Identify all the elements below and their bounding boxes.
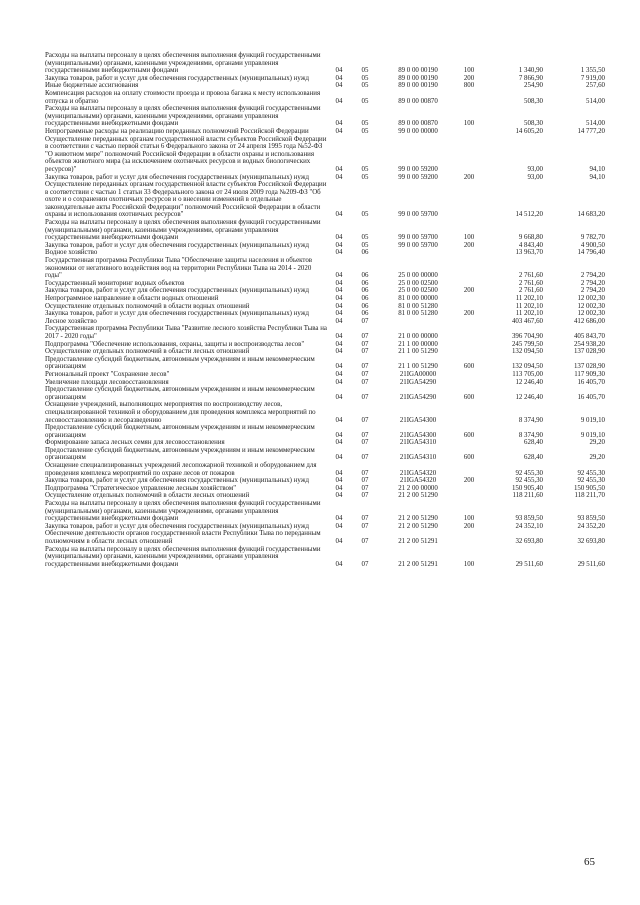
table-row [45,303,605,311]
amount-year-1: 396 704,90 [511,332,543,340]
table-row [45,136,605,174]
row-name: Оснащение специализированных учреждений лесопожарной техникой и оборудованием для проведения комплекса мероприятий по охране лесов от пожаров [45,462,317,477]
amount-year-2: 12 002,30 [577,310,605,318]
amount-year-1: 32 693,80 [515,538,543,545]
amount-year-2: 4 900,50 [580,241,605,249]
subsection-code: 07 [361,340,369,348]
target-article-code: 89 0 00 00190 [398,82,438,90]
subsection-code: 05 [361,165,369,173]
table-row [45,424,605,439]
section-code: 04 [335,74,343,82]
subsection-code: 07 [361,393,369,401]
section-code: 04 [335,348,343,356]
amount-year-1: 113 705,00 [512,370,543,378]
subsection-code: 07 [361,332,369,340]
subsection-code: 06 [361,279,369,287]
amount-year-1: 150 905,40 [511,484,543,492]
target-article-code: 99 0 00 59700 [398,211,438,219]
subsection-code: 07 [361,454,369,462]
amount-year-2: 257,60 [586,82,605,90]
row-name: Иные бюджетные ассигнования [45,82,139,90]
amount-year-2: 14 683,20 [577,211,605,219]
row-name: Закупка товаров, работ и услуг для обеспечения государственных (муниципальных) нужд [45,287,309,295]
amount-year-1: 14 512,20 [515,211,543,219]
subsection-code: 07 [361,492,369,500]
table-row [45,75,605,83]
amount-year-2: 32 693,80 [577,538,605,545]
amount-year-2: 118 211,70 [574,492,605,500]
row-name: Закупка товаров, работ и услуг для обеспечения государственных (муниципальных) нужд [45,241,309,249]
table-row [45,462,605,477]
table-row [45,90,605,105]
section-code: 04 [335,393,343,401]
row-name: Закупка товаров, работ и услуг для обеспечения государственных (муниципальных) нужд [45,522,309,530]
table-row [45,128,605,136]
row-name: Расходы на выплаты персоналу в целях обеспечения выполнения функций государственными (муниципальными) органами, казенными учреждениями, органами управления государственными внебюджетными фондами [45,105,321,128]
target-article-code: 21 1 00 00000 [398,340,438,348]
amount-year-1: 2 761,60 [518,287,543,295]
target-article-code: 21 2 00 51291 [398,538,438,545]
section-code: 04 [335,370,343,378]
section-code: 04 [335,317,343,325]
target-article-code: 89 0 00 00870 [398,97,438,105]
row-name: Государственный мониторинг водных объектов [45,279,185,287]
amount-year-1: 8 374,90 [518,431,543,439]
table-row [45,242,605,250]
target-article-code: 21 2 00 00000 [398,484,438,492]
amount-year-1: 1 340,90 [518,67,543,75]
amount-year-1: 132 094,50 [511,363,543,371]
amount-year-2: 29,20 [589,439,605,447]
amount-year-2: 14 796,40 [577,249,605,257]
amount-year-2: 9 019,10 [580,416,605,424]
amount-year-1: 92 455,30 [515,469,543,477]
section-code: 04 [335,515,343,523]
expense-type-code: 200 [463,522,475,530]
subsection-code: 07 [361,515,369,523]
amount-year-1: 628,40 [524,439,543,447]
amount-year-2: 94,10 [589,165,605,173]
amount-year-2: 2 794,20 [580,279,605,287]
table-row [45,371,605,379]
target-article-code: 21IGA54290 [399,378,437,386]
section-code: 04 [335,173,343,181]
subsection-code: 07 [361,363,369,371]
subsection-code: 05 [361,120,369,128]
amount-year-2: 514,00 [586,97,605,105]
row-name: Осуществление переданных органам государственной власти субъектов Российской Федерации в соответствии с частью 1 статьи 33 Федерального закона от 24 июля 2009 года №209-ФЗ "Об охоте и о сохранении охотничьих ресурсов и о внесении изменений в отдельные законодательные акты Российской Федерации" полномочий Российской Федерации в области охраны и использования охотничьих ресурсов" [45,181,327,219]
section-code: 04 [335,560,343,568]
subsection-code: 06 [361,295,369,302]
row-name: Закупка товаров, работ и услуг для обеспечения государственных (муниципальных) нужд [45,310,309,318]
table-row [45,500,605,523]
row-name: Водное хозяйство [45,249,98,257]
target-article-code: 81 0 00 51280 [398,302,438,310]
amount-year-1: 508,30 [524,120,543,128]
amount-year-1: 7 866,90 [518,74,543,82]
table-row [45,52,605,75]
amount-year-2: 9 782,70 [580,234,605,242]
target-article-code: 81 0 00 00000 [398,295,438,302]
amount-year-1: 12 246,40 [515,393,543,401]
amount-year-2: 405 843,70 [573,332,605,340]
section-code: 04 [335,295,343,302]
table-row [45,356,605,371]
amount-year-2: 2 794,20 [580,287,605,295]
section-code: 04 [335,469,343,477]
row-name: Расходы на выплаты персоналу в целях обеспечения выполнения функций государственными (муниципальными) органами, казенными учреждениями, органами управления государственными внебюджетными фондами [45,219,321,242]
expense-type-code: 200 [463,477,475,485]
target-article-code: 21 2 00 51290 [398,522,438,530]
row-name: Предоставление субсидий бюджетным, автономным учреждениям и иным некоммерческим организациям [45,446,315,462]
amount-year-1: 9 668,80 [518,234,543,242]
row-name: Предоставление субсидий бюджетным, автономным учреждениям и иным некоммерческим организациям [45,386,315,401]
subsection-code: 06 [361,302,369,310]
amount-year-2: 137 028,90 [573,363,605,371]
table-row [45,280,605,288]
expense-type-code: 200 [463,74,475,82]
table-row [45,530,605,545]
section-code: 04 [335,416,343,424]
amount-year-2: 12 002,30 [577,302,605,310]
amount-year-1: 93,00 [527,165,543,173]
section-code: 04 [335,67,343,75]
section-code: 04 [335,522,343,530]
amount-year-2: 412 686,00 [573,317,605,325]
table-row [45,341,605,349]
target-article-code: 99 0 00 59200 [398,165,438,173]
section-code: 04 [335,234,343,242]
target-article-code: 21IGA54300 [399,416,437,424]
target-article-code: 25 0 00 02500 [398,279,438,287]
amount-year-1: 11 202,10 [515,310,543,318]
table-row [45,523,605,531]
amount-year-1: 24 352,10 [515,522,543,530]
row-name: Закупка товаров, работ и услуг для обеспечения государственных (муниципальных) нужд [45,74,309,82]
section-code: 04 [335,378,343,386]
subsection-code: 05 [361,82,369,90]
amount-year-1: 254,90 [524,82,543,90]
subsection-code: 05 [361,241,369,249]
table-row [45,485,605,493]
section-code: 04 [335,332,343,340]
table-row [45,181,605,219]
table-row [45,447,605,462]
amount-year-1: 2 761,60 [518,279,543,287]
target-article-code: 25 0 00 02500 [398,287,438,295]
target-article-code: 21 0 00 00000 [398,332,438,340]
row-name: Государственная программа Республики Тыва "Обеспечение защиты населения и объектов экономики от негативного воздействия вод на территории Республики Тыва на 2014 - 2020 годы" [45,257,313,280]
row-name: Непрограммные расходы на реализацию переданных полномочий Российской Федерации [45,127,309,135]
target-article-code: 21IGA54310 [399,439,437,447]
expense-type-code: 200 [463,310,475,318]
amount-year-2: 92 455,30 [577,469,605,477]
expense-type-code: 200 [463,241,475,249]
table-row [45,310,605,318]
section-code: 04 [335,340,343,348]
row-name: Закупка товаров, работ и услуг для обеспечения государственных (муниципальных) нужд [45,477,309,485]
expense-type-code: 100 [463,120,475,128]
section-code: 04 [335,492,343,500]
row-name: Расходы на выплаты персоналу в целях обеспечения выполнения функций государственными (муниципальными) органами, казенными учреждениями, органами управления государственными внебюджетными фондами [45,545,321,568]
section-code: 04 [335,302,343,310]
amount-year-2: 117 909,30 [574,370,605,378]
amount-year-1: 13 963,70 [515,249,543,257]
target-article-code: 99 0 00 59700 [398,241,438,249]
target-article-code: 99 0 00 00000 [398,127,438,135]
section-code: 04 [335,120,343,128]
amount-year-1: 132 094,50 [511,348,543,356]
amount-year-2: 254 938,20 [573,340,605,348]
subsection-code: 07 [361,477,369,485]
amount-year-2: 16 405,70 [577,393,605,401]
subsection-code: 07 [361,484,369,492]
amount-year-2: 12 002,30 [577,295,605,302]
table-row [45,546,605,569]
table-row [45,249,605,257]
row-name: Компенсация расходов на оплату стоимости проезда и провоза багажа к месту использования отпуска и обратно [45,89,321,105]
row-name: Предоставление субсидий бюджетным, автономным учреждениям и иным некоммерческим организациям [45,355,315,371]
target-article-code: 89 0 00 00190 [398,74,438,82]
table-row [45,348,605,356]
table-row [45,82,605,90]
section-code: 04 [335,310,343,318]
expense-type-code: 100 [463,234,475,242]
subsection-code: 06 [361,310,369,318]
amount-year-1: 29 511,60 [515,560,543,568]
amount-year-1: 93,00 [527,173,543,181]
amount-year-1: 93 859,50 [515,515,543,523]
budget-table [45,52,605,568]
table-row [45,295,605,303]
subsection-code: 07 [361,416,369,424]
subsection-code: 07 [361,317,369,325]
section-code: 04 [335,165,343,173]
row-name: Непрограммное направление в области водных отношений [45,295,219,302]
row-name: Закупка товаров, работ и услуг для обеспечения государственных (муниципальных) нужд [45,173,309,181]
section-code: 04 [335,127,343,135]
section-code: 04 [335,477,343,485]
subsection-code: 07 [361,348,369,356]
subsection-code: 05 [361,211,369,219]
table-row [45,318,605,326]
subsection-code: 05 [361,173,369,181]
section-code: 04 [335,272,343,280]
table-row [45,287,605,295]
amount-year-1: 245 799,50 [511,340,543,348]
table-row [45,257,605,280]
section-code: 04 [335,454,343,462]
subsection-code: 07 [361,522,369,530]
amount-year-2: 14 777,20 [577,127,605,135]
amount-year-2: 16 405,70 [577,378,605,386]
amount-year-2: 514,00 [586,120,605,128]
target-article-code: 21 1 00 51290 [398,348,438,356]
row-name: Осуществление отдельных полномочий в области лесных отношений [45,348,250,356]
expense-type-code: 600 [463,431,475,439]
amount-year-1: 11 202,10 [515,302,543,310]
target-article-code: 81 0 00 51280 [398,310,438,318]
row-name: Лесное хозяйство [45,317,97,325]
amount-year-1: 8 374,90 [518,416,543,424]
subsection-code: 05 [361,127,369,135]
row-name: Осуществление отдельных полномочий в области водных отношений [45,302,250,310]
table-row [45,477,605,485]
section-code: 04 [335,363,343,371]
table-row [45,439,605,447]
table-row [45,492,605,500]
amount-year-1: 508,30 [524,97,543,105]
target-article-code: 21IGA54300 [399,431,437,439]
expense-type-code: 600 [463,393,475,401]
target-article-code: 99 0 00 59700 [398,234,438,242]
table-row [45,401,605,424]
section-code: 04 [335,287,343,295]
subsection-code: 07 [361,469,369,477]
amount-year-1: 11 202,10 [515,295,543,302]
table-row [45,379,605,387]
expense-type-code: 200 [463,287,475,295]
subsection-code: 07 [361,560,369,568]
subsection-code: 07 [361,538,369,545]
row-name: Предоставление субсидий бюджетным, автономным учреждениям и иным некоммерческим организациям [45,424,315,439]
subsection-code: 06 [361,287,369,295]
target-article-code: 21 2 00 51291 [398,560,438,568]
amount-year-2: 7 919,00 [580,74,605,82]
expense-type-code: 100 [463,560,475,568]
table-row [45,105,605,128]
section-code: 04 [335,431,343,439]
table-row [45,219,605,242]
section-code: 04 [335,241,343,249]
target-article-code: 21IGA54320 [399,477,437,485]
target-article-code: 89 0 00 00870 [398,120,438,128]
section-code: 04 [335,279,343,287]
amount-year-2: 1 355,50 [580,67,605,75]
section-code: 04 [335,211,343,219]
expense-type-code: 600 [463,363,475,371]
amount-year-1: 12 246,40 [515,378,543,386]
row-name: Увеличение площади лесовосстановления [45,378,169,386]
row-name: Государственная программа Республики Тыва "Развитие лесного хозяйства Республики Тыва на 2017 - 2020 годы" [45,325,327,340]
target-article-code: 21IGA54320 [399,469,437,477]
expense-type-code: 600 [463,454,475,462]
amount-year-2: 29,20 [589,454,605,462]
section-code: 04 [335,484,343,492]
subsection-code: 06 [361,272,369,280]
row-name: Осуществление переданных органам государственной власти субъектов Российской Федерации в соответствии с частью первой статьи 6 Федерального закона от 24 апреля 1995 года №52-ФЗ "О животном мире" полномочий Российской Федерации в области охраны и использования объектов животного мира (за исключением охотничьих ресурсов и водных биологических ресурсов)" [45,135,327,173]
target-article-code: 21IGA54290 [399,393,437,401]
target-article-code: 21IGA00000 [399,370,437,378]
amount-year-1: 14 605,20 [515,127,543,135]
expense-type-code: 800 [463,82,475,90]
row-name: Региональный проект "Сохранение лесов" [45,370,170,378]
amount-year-1: 92 455,30 [515,477,543,485]
section-code: 04 [335,97,343,105]
subsection-code: 07 [361,378,369,386]
target-article-code: 21 1 00 51290 [398,363,438,371]
subsection-code: 05 [361,97,369,105]
section-code: 04 [335,439,343,447]
amount-year-2: 137 028,90 [573,348,605,356]
amount-year-1: 403 467,60 [511,317,543,325]
subsection-code: 05 [361,234,369,242]
amount-year-1: 118 211,60 [512,492,543,500]
amount-year-1: 4 843,40 [518,241,543,249]
subsection-code: 06 [361,249,369,257]
row-name: Подпрограмма "Обеспечение использования, охраны, защиты и воспроизводства лесов" [45,340,305,348]
table-row [45,174,605,182]
subsection-code: 07 [361,370,369,378]
amount-year-1: 2 761,60 [518,272,543,280]
amount-year-2: 94,10 [589,173,605,181]
section-code: 04 [335,82,343,90]
amount-year-2: 2 794,20 [580,272,605,280]
expense-type-code: 200 [463,173,475,181]
amount-year-2: 9 019,10 [580,431,605,439]
amount-year-2: 29 511,60 [577,560,605,568]
amount-year-2: 93 859,50 [577,515,605,523]
amount-year-2: 92 455,30 [577,477,605,485]
expense-type-code: 100 [463,67,475,75]
amount-year-1: 628,40 [524,454,543,462]
row-name: Подпрограмма "Стратегическое управление лесным хозяйством" [45,484,237,492]
amount-year-2: 24 352,20 [577,522,605,530]
subsection-code: 07 [361,439,369,447]
table-row [45,325,605,340]
target-article-code: 21 2 00 51290 [398,492,438,500]
row-name: Оснащение учреждений, выполняющих мероприятия по воспроизводству лесов, специализированной техникой и оборудованием для проведения комплекса мероприятий по лесовосстановлению и лесоразведению [45,401,316,424]
row-name: Расходы на выплаты персоналу в целях обеспечения выполнения функций государственными (муниципальными) органами, казенными учреждениями, органами управления государственными внебюджетными фондами [45,500,321,523]
subsection-code: 07 [361,431,369,439]
row-name: Расходы на выплаты персоналу в целях обеспечения выполнения функций государственными (муниципальными) органами, казенными учреждениями, органами управления государственными внебюджетными фондами [45,52,321,75]
row-name: Обеспечение деятельности органов государственной власти Республики Тыва по переданным полномочиям в области лесных отношений [45,530,321,545]
subsection-code: 05 [361,74,369,82]
page-number: 65 [584,856,595,868]
target-article-code: 99 0 00 59200 [398,173,438,181]
target-article-code: 21 2 00 51290 [398,515,438,523]
subsection-code: 05 [361,67,369,75]
section-code: 04 [335,538,343,545]
section-code: 04 [335,249,343,257]
target-article-code: 25 0 00 00000 [398,272,438,280]
target-article-code: 21IGA54310 [399,454,437,462]
row-name: Осуществление отдельных полномочий в области лесных отношений [45,492,250,500]
row-name: Формирование запаса лесных семян для лесовосстановления [45,439,225,447]
table-row [45,386,605,401]
target-article-code: 89 0 00 00190 [398,67,438,75]
expense-type-code: 100 [463,515,475,523]
amount-year-2: 150 905,50 [573,484,605,492]
